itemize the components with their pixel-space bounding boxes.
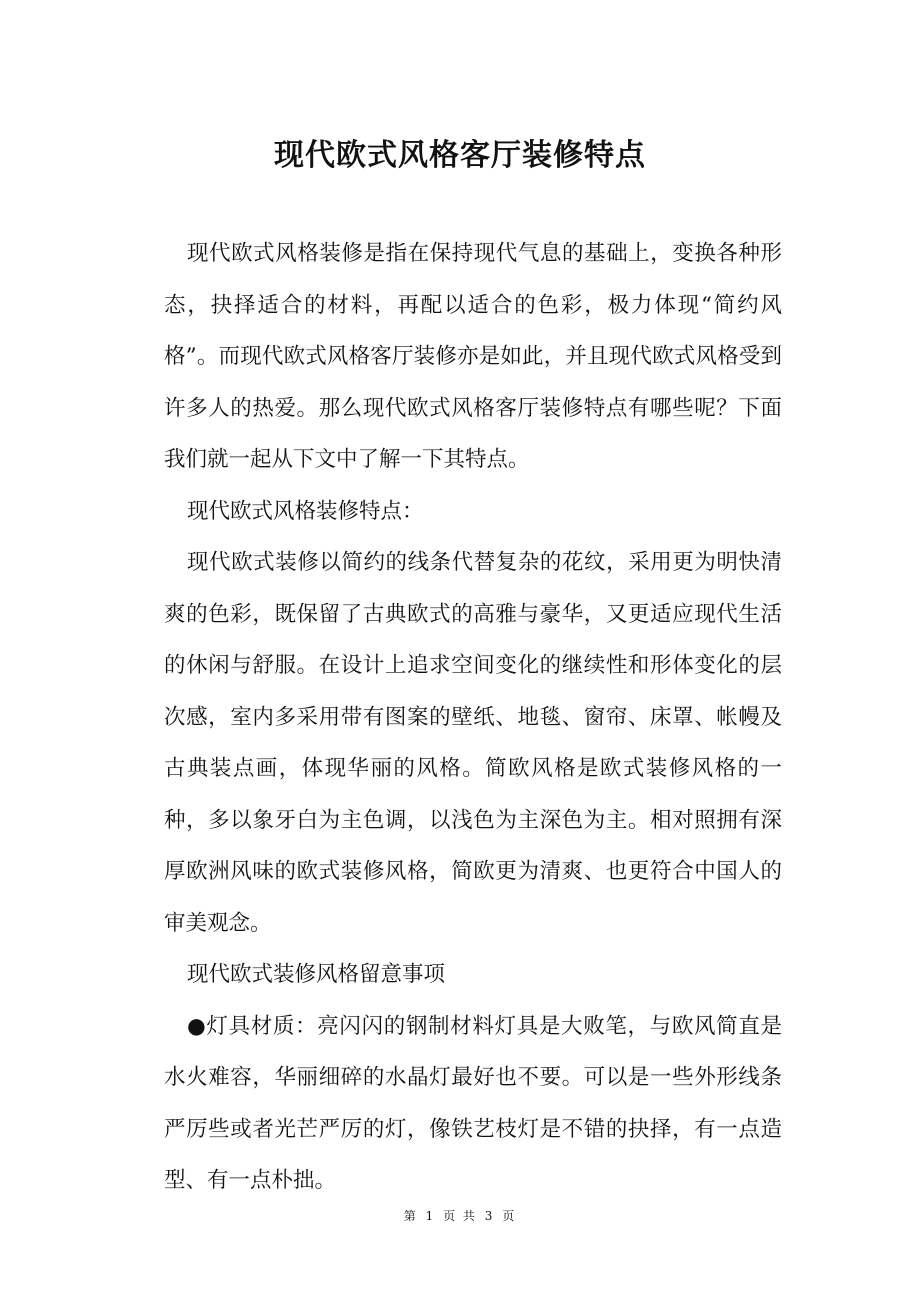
footer-total-pages: 3 [484,1209,495,1223]
footer-suffix: 页 [502,1209,517,1223]
page-footer [0,1206,920,1226]
paragraph-intro: 现代欧式风格装修是指在保持现代气息的基础上，变换各种形态，抉择适合的材料，再配以适合的色彩，极力体现“简约风格”。而现代欧式风格客厅装修亦是如此，并且现代欧式风格受到许多人的热爱。那么现代欧式风格客厅装修特点有哪些呢？下面我们就一起从下文中了解一下其特点。 [164,241,782,472]
document-title: 现代欧式风格客厅装修特点 [274,138,646,173]
footer-current-page: 1 [425,1209,436,1223]
paragraph-lighting: ●灯具材质：亮闪闪的钢制材料灯具是大败笔，与欧风简直是水火难容，华丽细碎的水晶灯最好也不要。可以是一些外形线条严厉些或者光芒严厉的灯，像铁艺枝灯是不错的抉择，有一点造型、有一点朴拙。 [164,1013,782,1193]
document-body [164,228,782,1207]
paragraph-features: 现代欧式装修以简约的线条代替复杂的花纹，采用更为明快清爽的色彩，既保留了古典欧式的高雅与豪华，又更适应现代生活的休闲与舒服。在设计上追求空间变化的继续性和形体变化的层次感，室内多采用带有图案的壁纸、地毯、窗帘、床罩、帐幔及古典装点画，体现华丽的风格。简欧风格是欧式装修风格的一种，多以象牙白为主色调，以浅色为主深色为主。相对照拥有深厚欧洲风味的欧式装修风格，简欧更为清爽、也更符合中国人的审美观念。 [164,550,782,936]
paragraph-heading-notes: 现代欧式装修风格留意事项 [187,962,446,987]
paragraph-heading-features: 现代欧式风格装修特点： [187,498,424,524]
footer-prefix: 第 [403,1209,418,1223]
footer-middle: 页 共 [443,1209,477,1223]
